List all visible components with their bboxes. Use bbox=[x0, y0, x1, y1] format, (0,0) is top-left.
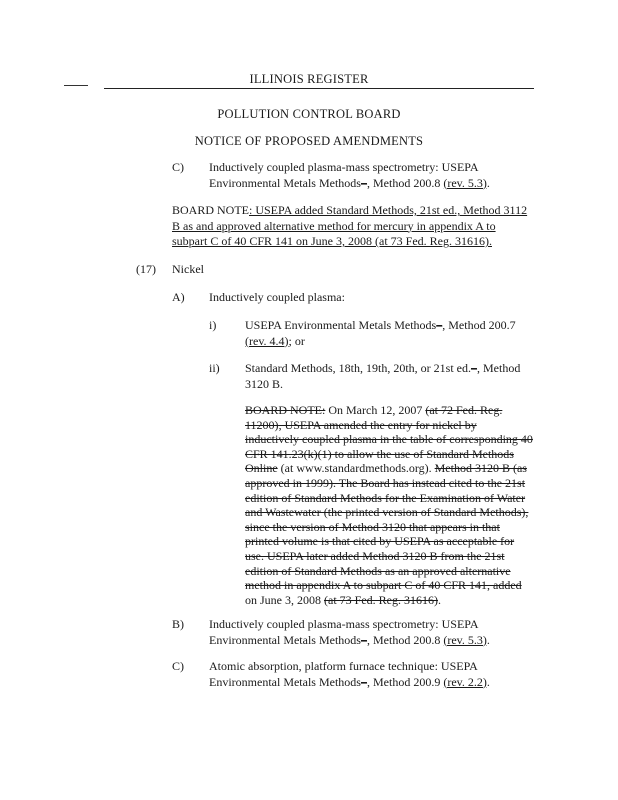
item-a-label: A) bbox=[172, 290, 185, 304]
underlined-rev: (rev. 5.3) bbox=[443, 175, 487, 190]
board-title: POLLUTION CONTROL BOARD bbox=[217, 107, 401, 121]
underlined-rev: (rev. 2.2) bbox=[443, 674, 487, 689]
item-a-text: Inductively coupled plasma: bbox=[209, 290, 345, 304]
item-i-label: i) bbox=[209, 318, 217, 332]
struck-dash: – bbox=[360, 674, 367, 689]
item-b-label: B) bbox=[172, 617, 184, 631]
board-note-nickel: BOARD NOTE: On March 12, 2007 (at 72 Fed. Reg. 11200), USEPA amended the entry for nickel by inductively coupled plasma in the table of corresponding 40 CFR 141.23(k)(1) to allow the use of Standard Methods Online (at www.standardmethods.org). Method 3120 B (as approved in 1999). The Board has instead cited to the 21st edition of Standard Methods for the Examination of Water and Wastewater (the printed version of Standard Methods), since the version of Method 3120 that appears in that printed volume is that cited by USEPA as acceptable for use. USEPA later added Method 3120 B from the 21st edition of Standard Methods as an approved alternative method in appendix A to subpart C of 40 CFR 141, added on June 3, 2008 (at 73 Fed. Reg. 31616). bbox=[245, 403, 533, 607]
register-title: ILLINOIS REGISTER bbox=[249, 72, 369, 86]
struck-dash: – bbox=[360, 175, 367, 190]
item-c-top-label: C) bbox=[172, 160, 184, 174]
item-c-bottom-text: Atomic absorption, platform furnace technique: USEPA Environmental Metals Methods–, Method 200.9 (rev. 2.2). bbox=[209, 659, 490, 689]
item-ii-label: ii) bbox=[209, 361, 220, 375]
struck-dash: – bbox=[436, 318, 443, 332]
item-b-text: Inductively coupled plasma-mass spectrometry: USEPA Environmental Metals Methods–, Method 200.8 (rev. 5.3). bbox=[209, 617, 490, 647]
item-ii-text: Standard Methods, 18th, 19th, 20th, or 21st ed.–, Method 3120 B. bbox=[245, 361, 521, 391]
item-c-top-line2: Environmental Metals Methods–, Method 200.8 (rev. 5.3). bbox=[209, 175, 490, 190]
underlined-rev: (rev. 5.3) bbox=[443, 632, 487, 647]
notice-title: NOTICE OF PROPOSED AMENDMENTS bbox=[194, 134, 424, 148]
header-rule bbox=[104, 88, 534, 89]
item-17-text: Nickel bbox=[172, 262, 204, 276]
board-note-top-line3: subpart C of 40 CFR 141 on June 3, 2008 (at 73 Fed. Reg. 31616). bbox=[172, 234, 492, 248]
struck-dash: – bbox=[470, 361, 477, 375]
item-c-bottom-label: C) bbox=[172, 659, 184, 673]
struck-dash: – bbox=[360, 632, 367, 647]
item-i-text: USEPA Environmental Metals Methods–, Method 200.7 (rev. 4.4); or bbox=[245, 318, 516, 348]
item-17-label: (17) bbox=[136, 262, 156, 276]
board-note-top bbox=[172, 203, 552, 250]
board-note-top-line1: BOARD NOTE: USEPA added Standard Methods, 21st ed., Method 3112 bbox=[172, 203, 528, 217]
item-c-top-line1: Inductively coupled plasma-mass spectrometry: USEPA bbox=[209, 160, 479, 174]
board-note-top-line2: B as and approved alternative method for mercury in appendix A to bbox=[172, 218, 496, 233]
underlined-rev: (rev. 4.4) bbox=[245, 333, 289, 348]
item-c-top-text bbox=[209, 160, 549, 191]
